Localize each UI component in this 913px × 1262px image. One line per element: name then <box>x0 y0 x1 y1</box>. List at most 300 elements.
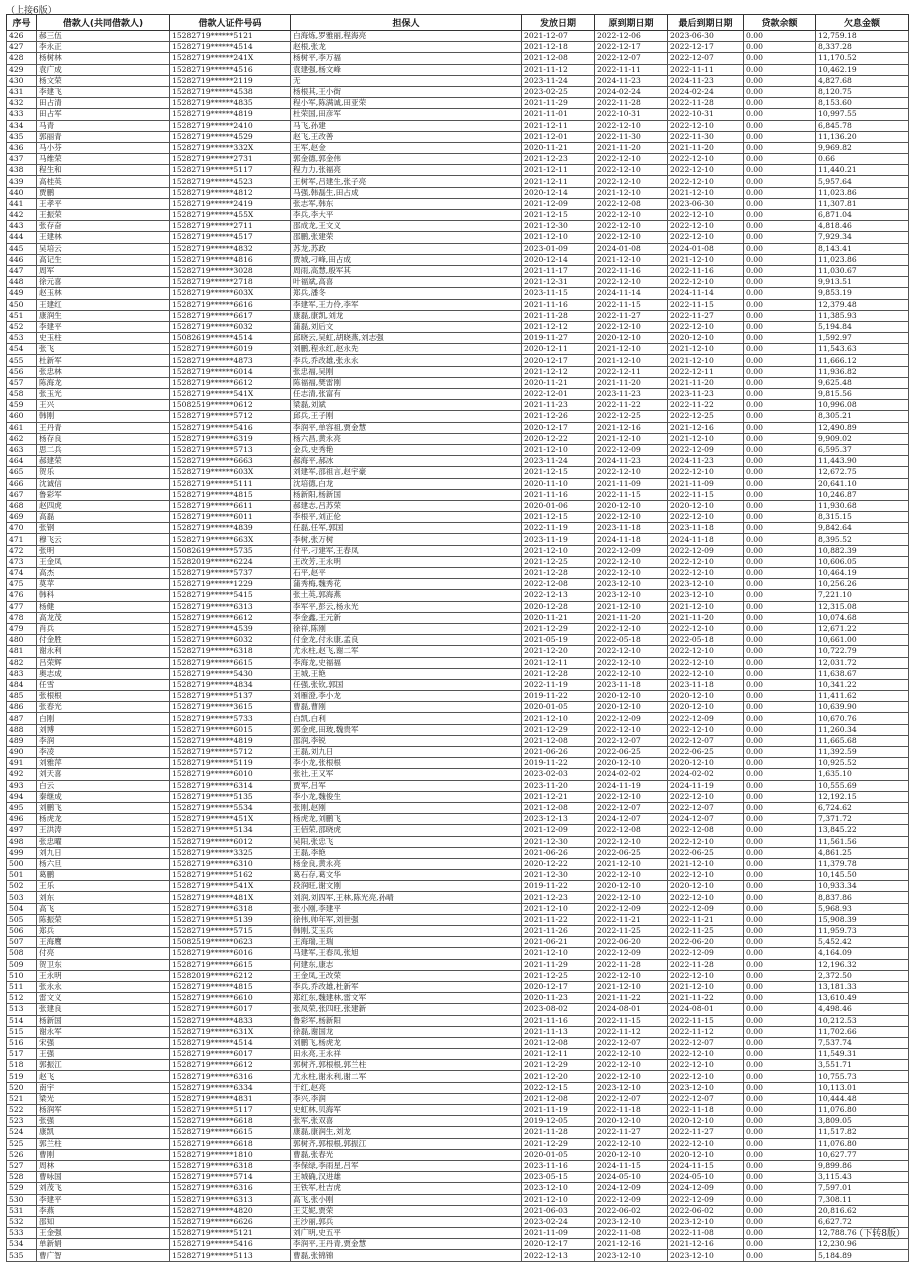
cell-overdue-interest: 12,759.18 <box>816 31 909 42</box>
cell-loan-balance: 0.00 <box>744 1105 816 1116</box>
cell-issue-date: 2020-11-23 <box>522 993 595 1004</box>
cell-issue-date: 2021-06-26 <box>522 747 595 758</box>
cell-id-number: 15282719******5737 <box>170 568 291 579</box>
table-row <box>7 1205 909 1216</box>
cell-issue-date: 2021-12-26 <box>522 411 595 422</box>
cell-id-number: 15282719******4539 <box>170 623 291 634</box>
cell-loan-balance: 0.00 <box>744 1015 816 1026</box>
cell-final-due-date: 2022-12-10 <box>668 668 744 679</box>
cell-guarantor: 苏龙,苏政 <box>291 243 522 254</box>
cell-borrower: 马青 <box>37 120 170 131</box>
cell-guarantor: 郭树齐,郭根根,郭兰柱 <box>291 1060 522 1071</box>
cell-borrower: 陈振荣 <box>37 914 170 925</box>
cell-overdue-interest: 6,871.04 <box>816 210 909 221</box>
cell-original-due-date: 2022-12-10 <box>595 1060 668 1071</box>
cell-seq: 503 <box>7 892 37 903</box>
cell-seq: 438 <box>7 165 37 176</box>
cell-overdue-interest: 6,595.37 <box>816 444 909 455</box>
cell-loan-balance: 0.00 <box>744 534 816 545</box>
col-header-final-due-date: 最后到期日期 <box>668 15 744 31</box>
cell-loan-balance: 0.00 <box>744 232 816 243</box>
cell-loan-balance: 0.00 <box>744 556 816 567</box>
cell-seq: 516 <box>7 1037 37 1048</box>
cell-final-due-date: 2022-12-10 <box>668 165 744 176</box>
cell-id-number: 15282719******332X <box>170 142 291 153</box>
cell-id-number: 15282719******6334 <box>170 1082 291 1093</box>
cell-issue-date: 2023-11-19 <box>522 534 595 545</box>
cell-overdue-interest: 9,842.64 <box>816 523 909 534</box>
cell-seq: 481 <box>7 646 37 657</box>
cell-borrower: 李永正 <box>37 42 170 53</box>
cell-issue-date: 2020-12-28 <box>522 601 595 612</box>
cell-original-due-date: 2021-12-10 <box>595 858 668 869</box>
cell-final-due-date: 2020-12-10 <box>668 691 744 702</box>
cell-seq: 482 <box>7 657 37 668</box>
cell-loan-balance: 0.00 <box>744 198 816 209</box>
cell-loan-balance: 0.00 <box>744 165 816 176</box>
cell-id-number: 15282719******5117 <box>170 165 291 176</box>
cell-seq: 527 <box>7 1160 37 1171</box>
cell-id-number: 15282719******4839 <box>170 523 291 534</box>
cell-seq: 428 <box>7 53 37 64</box>
cell-overdue-interest: 4,164.09 <box>816 948 909 959</box>
cell-overdue-interest: 13,610.49 <box>816 993 909 1004</box>
cell-overdue-interest: 7,371.72 <box>816 814 909 825</box>
table-row <box>7 411 909 422</box>
cell-overdue-interest: 3,551.71 <box>816 1060 909 1071</box>
cell-final-due-date: 2022-12-10 <box>668 154 744 165</box>
cell-original-due-date: 2022-12-07 <box>595 1093 668 1104</box>
cell-issue-date: 2019-12-05 <box>522 1116 595 1127</box>
cell-borrower: 周林 <box>37 1160 170 1171</box>
cell-id-number: 15082619******5735 <box>170 545 291 556</box>
cell-original-due-date: 2023-11-18 <box>595 523 668 534</box>
cell-final-due-date: 2022-11-11 <box>668 64 744 75</box>
cell-overdue-interest: 10,555.69 <box>816 780 909 791</box>
cell-loan-balance: 0.00 <box>744 1127 816 1138</box>
cell-overdue-interest: 11,170.52 <box>816 53 909 64</box>
cell-guarantor: 吴阳,张忠飞 <box>291 836 522 847</box>
cell-original-due-date: 2021-12-10 <box>595 187 668 198</box>
cell-loan-balance: 0.00 <box>744 1228 816 1239</box>
table-row <box>7 1160 909 1171</box>
cell-seq: 515 <box>7 1026 37 1037</box>
cell-original-due-date: 2022-11-16 <box>595 265 668 276</box>
cell-final-due-date: 2024-11-18 <box>668 534 744 545</box>
cell-borrower: 高飞 <box>37 903 170 914</box>
cell-overdue-interest: 13,845.22 <box>816 825 909 836</box>
cell-overdue-interest: 10,722.79 <box>816 646 909 657</box>
cell-guarantor: 王军,赵金 <box>291 142 522 153</box>
cell-guarantor: 周雨,高慧,殷军其 <box>291 265 522 276</box>
col-header-loan-balance: 贷款余额 <box>744 15 816 31</box>
cell-guarantor: 郭树齐,郭根根,郭振江 <box>291 1138 522 1149</box>
table-row <box>7 265 909 276</box>
cell-seq: 486 <box>7 702 37 713</box>
cell-loan-balance: 0.00 <box>744 646 816 657</box>
cell-overdue-interest: 12,672.75 <box>816 467 909 478</box>
cell-issue-date: 2021-12-28 <box>522 568 595 579</box>
cell-overdue-interest: 11,076.80 <box>816 1138 909 1149</box>
cell-final-due-date: 2021-11-20 <box>668 612 744 623</box>
cell-seq: 453 <box>7 333 37 344</box>
cell-loan-balance: 0.00 <box>744 1194 816 1205</box>
cell-final-due-date: 2024-12-07 <box>668 814 744 825</box>
cell-id-number: 15282719******6019 <box>170 344 291 355</box>
cell-overdue-interest: 5,957.64 <box>816 176 909 187</box>
cell-issue-date: 2021-12-12 <box>522 366 595 377</box>
cell-original-due-date: 2022-12-10 <box>595 870 668 881</box>
cell-borrower: 王洪涛 <box>37 825 170 836</box>
cell-final-due-date: 2024-05-10 <box>668 1172 744 1183</box>
cell-loan-balance: 0.00 <box>744 321 816 332</box>
cell-seq: 534 <box>7 1239 37 1250</box>
cell-guarantor: 李树,张万树 <box>291 534 522 545</box>
cell-original-due-date: 2021-12-10 <box>595 433 668 444</box>
cell-issue-date: 2021-11-28 <box>522 310 595 321</box>
cell-guarantor: 郑红东,魏建林,雷文军 <box>291 993 522 1004</box>
cell-borrower: 张忠曜 <box>37 836 170 847</box>
cell-issue-date: 2021-12-09 <box>522 198 595 209</box>
cell-overdue-interest: 10,074.68 <box>816 612 909 623</box>
cell-guarantor: 无 <box>291 75 522 86</box>
cell-seq: 520 <box>7 1082 37 1093</box>
cell-issue-date: 2020-12-22 <box>522 858 595 869</box>
cell-overdue-interest: 10,113.01 <box>816 1082 909 1093</box>
table-row <box>7 635 909 646</box>
cell-seq: 504 <box>7 903 37 914</box>
cell-overdue-interest: 8,143.41 <box>816 243 909 254</box>
cell-original-due-date: 2021-12-16 <box>595 1239 668 1250</box>
cell-original-due-date: 2021-11-22 <box>595 993 668 1004</box>
cell-loan-balance: 0.00 <box>744 1082 816 1093</box>
cell-issue-date: 2021-11-22 <box>522 914 595 925</box>
cell-id-number: 15282719******6017 <box>170 1049 291 1060</box>
cell-id-number: 15282719******603X <box>170 467 291 478</box>
cell-loan-balance: 0.00 <box>744 758 816 769</box>
cell-final-due-date: 2022-12-07 <box>668 53 744 64</box>
cell-id-number: 15282719******6012 <box>170 836 291 847</box>
cell-borrower: 奥志成 <box>37 668 170 679</box>
cell-seq: 450 <box>7 299 37 310</box>
cell-borrower: 刘天喜 <box>37 769 170 780</box>
cell-borrower: 王强 <box>37 1049 170 1060</box>
cell-id-number: 15282719******6313 <box>170 1194 291 1205</box>
cell-loan-balance: 0.00 <box>744 1037 816 1048</box>
cell-borrower: 思二兵 <box>37 444 170 455</box>
cell-seq: 426 <box>7 31 37 42</box>
cell-seq: 447 <box>7 265 37 276</box>
cell-id-number: 15082519******0623 <box>170 937 291 948</box>
cell-loan-balance: 0.00 <box>744 747 816 758</box>
cell-overdue-interest: 10,996.08 <box>816 400 909 411</box>
table-row <box>7 1105 909 1116</box>
cell-issue-date: 2020-11-21 <box>522 612 595 623</box>
cell-id-number: 15282719******6612 <box>170 612 291 623</box>
cell-loan-balance: 0.00 <box>744 623 816 634</box>
cell-loan-balance: 0.00 <box>744 735 816 746</box>
table-row <box>7 970 909 981</box>
cell-guarantor: 沈培德,白龙 <box>291 478 522 489</box>
cell-final-due-date: 2022-05-18 <box>668 635 744 646</box>
cell-original-due-date: 2024-12-09 <box>595 1183 668 1194</box>
cell-original-due-date: 2022-12-10 <box>595 657 668 668</box>
cell-seq: 472 <box>7 545 37 556</box>
cell-original-due-date: 2022-12-09 <box>595 1194 668 1205</box>
cell-borrower: 王金凤 <box>37 556 170 567</box>
cell-id-number: 15282719******4523 <box>170 176 291 187</box>
cell-id-number: 15282719******2711 <box>170 221 291 232</box>
cell-issue-date: 2023-01-09 <box>522 243 595 254</box>
cell-issue-date: 2021-12-10 <box>522 1194 595 1205</box>
cell-final-due-date: 2022-12-10 <box>668 646 744 657</box>
cell-borrower: 王丹青 <box>37 422 170 433</box>
cell-borrower: 曹咏国 <box>37 1172 170 1183</box>
cell-id-number: 15282719******5534 <box>170 802 291 813</box>
cell-loan-balance: 0.00 <box>744 1239 816 1250</box>
table-row <box>7 1228 909 1239</box>
cell-loan-balance: 0.00 <box>744 590 816 601</box>
cell-id-number: 15282719******6316 <box>170 1183 291 1194</box>
cell-original-due-date: 2022-12-17 <box>595 42 668 53</box>
cell-loan-balance: 0.00 <box>744 254 816 265</box>
cell-seq: 526 <box>7 1149 37 1160</box>
cell-final-due-date: 2022-06-20 <box>668 937 744 948</box>
cell-guarantor: 郝建志,吕苏荣 <box>291 500 522 511</box>
cell-issue-date: 2020-12-14 <box>522 187 595 198</box>
cell-original-due-date: 2021-12-10 <box>595 981 668 992</box>
table-row <box>7 590 909 601</box>
cell-final-due-date: 2022-12-10 <box>668 791 744 802</box>
cell-original-due-date: 2023-11-23 <box>595 389 668 400</box>
cell-seq: 510 <box>7 970 37 981</box>
cell-id-number: 15282719******6014 <box>170 366 291 377</box>
cell-final-due-date: 2022-12-10 <box>668 1071 744 1082</box>
cell-id-number: 15282719******6314 <box>170 780 291 791</box>
cell-issue-date: 2021-12-08 <box>522 735 595 746</box>
cell-issue-date: 2020-01-05 <box>522 702 595 713</box>
cell-guarantor: 徐伟,帅年军,刘世强 <box>291 914 522 925</box>
table-row <box>7 75 909 86</box>
col-header-overdue-interest: 欠息金额 <box>816 15 909 31</box>
cell-loan-balance: 0.00 <box>744 881 816 892</box>
cell-final-due-date: 2021-12-10 <box>668 187 744 198</box>
cell-issue-date: 2021-12-20 <box>522 1071 595 1082</box>
cell-borrower: 肖兵 <box>37 623 170 634</box>
cell-borrower: 王建红 <box>37 299 170 310</box>
cell-guarantor: 张刚,赵刚 <box>291 802 522 813</box>
cell-id-number: 15282719******451X <box>170 814 291 825</box>
cell-id-number: 15282719******5134 <box>170 825 291 836</box>
cell-issue-date: 2020-01-05 <box>522 1149 595 1160</box>
cell-original-due-date: 2021-11-20 <box>595 142 668 153</box>
cell-guarantor: 于红,赵亮 <box>291 1082 522 1093</box>
cell-id-number: 15282719******6612 <box>170 377 291 388</box>
cell-guarantor: 程力力,张福亮 <box>291 165 522 176</box>
cell-borrower: 白云 <box>37 780 170 791</box>
table-row <box>7 98 909 109</box>
cell-borrower: 高记生 <box>37 254 170 265</box>
cell-seq: 448 <box>7 277 37 288</box>
cell-issue-date: 2021-12-28 <box>522 668 595 679</box>
cell-overdue-interest: 12,671.22 <box>816 623 909 634</box>
cell-seq: 449 <box>7 288 37 299</box>
cell-overdue-interest: 12,379.48 <box>816 299 909 310</box>
cell-id-number: 15282719******6618 <box>170 1138 291 1149</box>
cell-seq: 444 <box>7 232 37 243</box>
cell-overdue-interest: 11,665.68 <box>816 735 909 746</box>
table-row <box>7 1026 909 1037</box>
cell-id-number: 15282719******4832 <box>170 243 291 254</box>
cell-guarantor: 张小刚,李建平 <box>291 903 522 914</box>
table-row <box>7 366 909 377</box>
cell-overdue-interest: 10,341.22 <box>816 679 909 690</box>
table-row <box>7 1138 909 1149</box>
cell-borrower: 李建平 <box>37 1194 170 1205</box>
cell-seq: 490 <box>7 747 37 758</box>
cell-borrower: 郭兰柱 <box>37 1138 170 1149</box>
cell-issue-date: 2022-12-13 <box>522 1250 595 1261</box>
cell-seq: 480 <box>7 635 37 646</box>
table-row <box>7 601 909 612</box>
cell-issue-date: 2021-12-10 <box>522 232 595 243</box>
table-header-row <box>7 15 909 31</box>
cell-guarantor: 赵根,张龙 <box>291 42 522 53</box>
cell-borrower: 王孝平 <box>37 198 170 209</box>
cell-seq: 509 <box>7 959 37 970</box>
cell-id-number: 15282719******3615 <box>170 702 291 713</box>
cell-loan-balance: 0.00 <box>744 411 816 422</box>
cell-original-due-date: 2022-12-09 <box>595 713 668 724</box>
cell-issue-date: 2021-06-21 <box>522 937 595 948</box>
cell-guarantor: 李根平,刘正伦 <box>291 512 522 523</box>
cell-seq: 502 <box>7 881 37 892</box>
cell-loan-balance: 0.00 <box>744 456 816 467</box>
cell-overdue-interest: 8,120.75 <box>816 86 909 97</box>
table-row <box>7 187 909 198</box>
cell-seq: 471 <box>7 534 37 545</box>
cell-loan-balance: 0.00 <box>744 657 816 668</box>
cell-guarantor: 王树军,吕建生,张子亮 <box>291 176 522 187</box>
cell-original-due-date: 2022-12-10 <box>595 1049 668 1060</box>
cell-loan-balance: 0.00 <box>744 31 816 42</box>
cell-final-due-date: 2021-11-20 <box>668 142 744 153</box>
cell-guarantor: 杨根其,王小街 <box>291 86 522 97</box>
cell-loan-balance: 0.00 <box>744 926 816 937</box>
cell-issue-date: 2022-12-08 <box>522 579 595 590</box>
cell-id-number: 15282719******4819 <box>170 109 291 120</box>
cell-original-due-date: 2024-08-01 <box>595 1004 668 1015</box>
cell-guarantor: 张忠福,吴刚 <box>291 366 522 377</box>
cell-original-due-date: 2022-12-07 <box>595 735 668 746</box>
cell-seq: 479 <box>7 623 37 634</box>
cell-borrower: 李建平 <box>37 321 170 332</box>
cell-issue-date: 2021-12-30 <box>522 221 595 232</box>
cell-final-due-date: 2022-12-09 <box>668 903 744 914</box>
table-row <box>7 679 909 690</box>
cell-original-due-date: 2022-12-10 <box>595 165 668 176</box>
cell-borrower: 莫苹 <box>37 579 170 590</box>
cell-overdue-interest: 9,853.19 <box>816 288 909 299</box>
cell-final-due-date: 2022-12-10 <box>668 176 744 187</box>
cell-final-due-date: 2022-12-09 <box>668 545 744 556</box>
cell-original-due-date: 2022-12-10 <box>595 791 668 802</box>
cell-borrower: 李润 <box>37 735 170 746</box>
cell-id-number: 15282719******6032 <box>170 321 291 332</box>
cell-issue-date: 2021-12-11 <box>522 120 595 131</box>
cell-seq: 498 <box>7 836 37 847</box>
cell-guarantor: 梁磊,刘斌 <box>291 400 522 411</box>
cell-overdue-interest: 20,641.10 <box>816 478 909 489</box>
table-row <box>7 545 909 556</box>
cell-overdue-interest: 11,076.80 <box>816 1105 909 1116</box>
cell-id-number: 15282719******6310 <box>170 858 291 869</box>
table-row <box>7 232 909 243</box>
table-row <box>7 1116 909 1127</box>
cell-final-due-date: 2022-11-27 <box>668 310 744 321</box>
cell-seq: 535 <box>7 1250 37 1261</box>
cell-final-due-date: 2024-02-24 <box>668 86 744 97</box>
cell-guarantor: 袁建强,杨文峰 <box>291 64 522 75</box>
table-row <box>7 1250 909 1261</box>
table-row <box>7 523 909 534</box>
cell-overdue-interest: 12,315.08 <box>816 601 909 612</box>
cell-overdue-interest: 9,625.48 <box>816 377 909 388</box>
cell-id-number: 15282719******5715 <box>170 926 291 937</box>
cell-overdue-interest: 7,929.34 <box>816 232 909 243</box>
cell-loan-balance: 0.00 <box>744 959 816 970</box>
cell-issue-date: 2021-12-18 <box>522 42 595 53</box>
cell-guarantor: 杜荣国,田彦军 <box>291 109 522 120</box>
cell-original-due-date: 2022-12-10 <box>595 623 668 634</box>
cell-overdue-interest: 11,379.78 <box>816 858 909 869</box>
cell-overdue-interest: 5,184.89 <box>816 1250 909 1261</box>
table-row <box>7 959 909 970</box>
cell-overdue-interest: 7,537.74 <box>816 1037 909 1048</box>
cell-guarantor: 田永亮,王永祥 <box>291 1049 522 1060</box>
cell-overdue-interest: 0.66 <box>816 154 909 165</box>
cell-overdue-interest: 11,561.56 <box>816 836 909 847</box>
cell-borrower: 杨六旦 <box>37 858 170 869</box>
cell-seq: 531 <box>7 1205 37 1216</box>
cell-overdue-interest: 11,517.82 <box>816 1127 909 1138</box>
cell-seq: 430 <box>7 75 37 86</box>
cell-original-due-date: 2022-11-27 <box>595 310 668 321</box>
table-row <box>7 377 909 388</box>
cell-borrower: 张玉光 <box>37 389 170 400</box>
cell-final-due-date: 2022-12-10 <box>668 321 744 332</box>
cell-id-number: 15282719******4820 <box>170 1205 291 1216</box>
cell-final-due-date: 2022-12-10 <box>668 836 744 847</box>
cell-loan-balance: 0.00 <box>744 243 816 254</box>
cell-borrower: 周军 <box>37 265 170 276</box>
cell-id-number: 15282719******4516 <box>170 64 291 75</box>
cell-seq: 514 <box>7 1015 37 1026</box>
cell-loan-balance: 0.00 <box>744 389 816 400</box>
cell-issue-date: 2021-12-29 <box>522 724 595 735</box>
cell-seq: 466 <box>7 478 37 489</box>
table-row <box>7 713 909 724</box>
cell-issue-date: 2023-11-15 <box>522 288 595 299</box>
cell-issue-date: 2021-05-19 <box>522 635 595 646</box>
table-row <box>7 1172 909 1183</box>
cell-final-due-date: 2022-11-15 <box>668 1015 744 1026</box>
cell-final-due-date: 2021-12-10 <box>668 981 744 992</box>
cell-issue-date: 2023-12-13 <box>522 814 595 825</box>
cell-seq: 478 <box>7 612 37 623</box>
table-row <box>7 735 909 746</box>
cell-original-due-date: 2022-12-08 <box>595 198 668 209</box>
